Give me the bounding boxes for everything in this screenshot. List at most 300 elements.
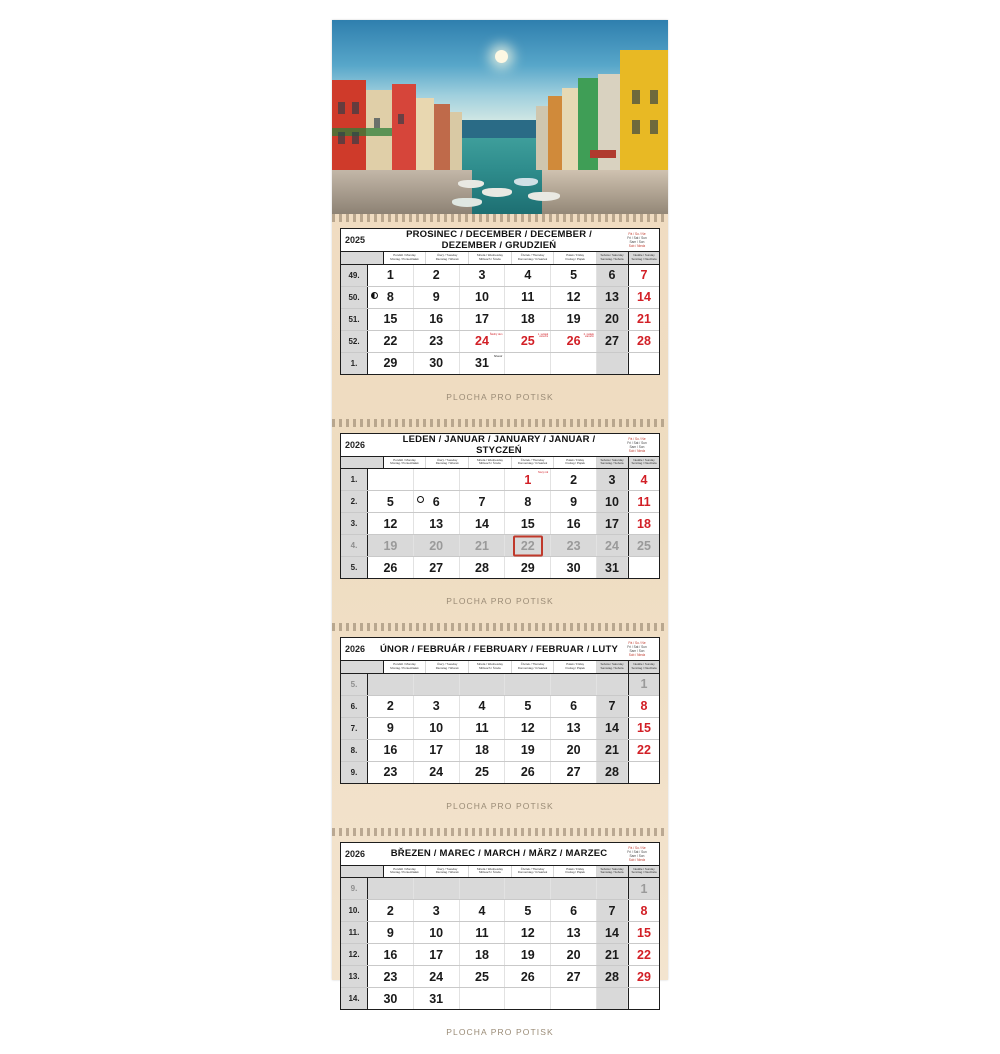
day-number: 20 [605, 312, 619, 327]
day-cell[interactable] [368, 557, 414, 578]
week-number[interactable]: 2. [341, 491, 368, 512]
moon-phase-icon [371, 292, 378, 299]
house [434, 104, 450, 170]
weekday-name-7: Neděle / Sunday Sonntag / Niedziela [628, 661, 659, 673]
day-cell[interactable] [551, 740, 597, 761]
week-number[interactable]: 14. [341, 988, 368, 1009]
day-cell[interactable] [368, 491, 414, 512]
day-cell[interactable] [597, 469, 628, 490]
day-cell[interactable] [414, 287, 460, 308]
day-cell[interactable] [628, 988, 659, 1009]
weekday-name-1: Pondělí / Monday Montag / Poniedziałek [384, 457, 427, 469]
week-number[interactable]: 9. [341, 878, 368, 899]
day-cell[interactable] [414, 900, 460, 921]
day-number: 6 [570, 699, 578, 714]
day-number: 11 [475, 721, 489, 736]
day-cell[interactable] [505, 878, 551, 899]
day-cell[interactable] [597, 966, 628, 987]
day-number: 14 [637, 290, 651, 305]
day-cell[interactable] [505, 535, 551, 556]
day-cell[interactable] [597, 944, 628, 965]
day-cell[interactable] [460, 287, 506, 308]
house [536, 106, 548, 170]
weekday-name-1: Pondělí / Monday Montag / Poniedziałek [384, 661, 427, 673]
day-number: 21 [475, 538, 489, 553]
day-cell[interactable] [597, 287, 628, 308]
day-number: 8 [640, 903, 648, 918]
day-cell[interactable] [414, 469, 460, 490]
day-cell[interactable] [505, 696, 551, 717]
week-number[interactable]: 9. [341, 762, 368, 783]
day-cell[interactable] [628, 878, 659, 899]
holiday-note: Štědrý den [489, 332, 503, 336]
day-cell[interactable] [368, 353, 414, 374]
week-number[interactable]: 4. [341, 535, 368, 556]
day-number: 24 [429, 765, 444, 780]
month-name: LEDEN / JANUAR / JANUARY / JANUAR / STYCZEŃ [402, 433, 596, 456]
day-cell[interactable] [628, 309, 659, 330]
day-number: 11 [475, 925, 489, 940]
day-number: 14 [605, 925, 619, 940]
day-cell[interactable] [460, 966, 506, 987]
print-area-label [332, 375, 668, 419]
day-cell[interactable] [414, 922, 460, 943]
month-padding [332, 631, 668, 784]
day-number: 4 [524, 268, 532, 283]
week-row [341, 966, 659, 988]
day-cell[interactable] [551, 287, 597, 308]
day-cell[interactable] [551, 900, 597, 921]
week-row [341, 674, 659, 696]
day-cell[interactable] [628, 696, 659, 717]
weekday-name-5: Pátek / Friday Freitag / Piątek [554, 457, 597, 469]
month-block [340, 637, 660, 784]
day-cell[interactable] [551, 988, 597, 1009]
day-number: 9 [432, 290, 440, 305]
day-cell[interactable] [414, 557, 460, 578]
week-row [341, 535, 659, 557]
day-cell[interactable] [597, 900, 628, 921]
weekday-name-6: Sobota / Saturday Samstag / Sobota [597, 252, 628, 264]
day-number: 1 [640, 881, 648, 896]
day-cell[interactable] [597, 309, 628, 330]
weekday-name-3: Středa / Wednesday Mittwoch / Środa [469, 866, 512, 878]
day-cell[interactable] [551, 718, 597, 739]
day-cell[interactable] [628, 469, 659, 490]
day-cell[interactable] [368, 988, 414, 1009]
day-cell[interactable] [597, 878, 628, 899]
weekday-name-4: Čtvrtek / Thursday Donnerstag / Czwartek [512, 866, 555, 878]
day-cell[interactable] [628, 900, 659, 921]
day-cell[interactable] [597, 331, 628, 352]
week-row [341, 491, 659, 513]
day-cell[interactable] [628, 740, 659, 761]
weekday-name-4: Čtvrtek / Thursday Donnerstag / Czwartek [512, 661, 555, 673]
day-cell[interactable] [551, 557, 597, 578]
print-area-label [332, 1010, 668, 1054]
day-cell[interactable] [628, 762, 659, 783]
week-number-header [341, 457, 384, 469]
weekday-name-3: Středa / Wednesday Mittwoch / Środa [469, 457, 512, 469]
day-cell[interactable] [368, 878, 414, 899]
day-cell[interactable] [414, 762, 460, 783]
print-area-text: PLOCHA PRO POTISK [446, 800, 554, 811]
day-number: 31 [475, 356, 489, 371]
day-number: 1 [524, 472, 532, 487]
day-cell[interactable] [368, 469, 414, 490]
holiday-note: 1. svátek vánoční [537, 332, 549, 339]
day-number: 30 [383, 991, 398, 1006]
day-cell[interactable] [368, 740, 414, 761]
week-number[interactable]: 52. [341, 331, 368, 352]
day-cell[interactable] [628, 353, 659, 374]
day-number: 13 [566, 721, 581, 736]
day-cell[interactable] [551, 265, 597, 286]
month-block [340, 433, 660, 580]
day-cell[interactable] [505, 944, 551, 965]
day-cell[interactable] [368, 762, 414, 783]
month-padding [332, 427, 668, 580]
day-number: 16 [429, 312, 444, 327]
week-number[interactable]: 50. [341, 287, 368, 308]
day-cell[interactable] [414, 696, 460, 717]
day-number: 3 [478, 268, 486, 283]
day-cell[interactable] [414, 535, 460, 556]
month-block [340, 228, 660, 375]
day-cell[interactable] [460, 309, 506, 330]
day-cell[interactable] [628, 535, 659, 556]
day-cell[interactable] [414, 513, 460, 534]
boat [528, 192, 560, 201]
weekend-legend: Pá / So / Ne Fri / Sat / Sun Sam / Son Sob / Niedz [627, 232, 647, 248]
day-number: 10 [605, 494, 619, 509]
day-cell[interactable] [597, 696, 628, 717]
day-cell[interactable] [628, 944, 659, 965]
day-cell[interactable] [460, 265, 506, 286]
weekday-name-5: Pátek / Friday Freitag / Piątek [554, 661, 597, 673]
week-number[interactable]: 10. [341, 900, 368, 921]
day-cell[interactable] [414, 740, 460, 761]
week-row [341, 718, 659, 740]
day-cell[interactable] [460, 331, 506, 352]
day-cell[interactable] [505, 287, 551, 308]
week-row [341, 922, 659, 944]
day-cell[interactable] [414, 491, 460, 512]
weekend-legend: Pá / So / Ne Fri / Sat / Sun Sam / Son Sob / Niedz [627, 845, 647, 862]
month-title-bar [341, 638, 659, 661]
day-cell[interactable] [551, 762, 597, 783]
day-cell[interactable] [505, 740, 551, 761]
day-cell[interactable] [628, 966, 659, 987]
day-number: 6 [432, 494, 440, 509]
day-number: 20 [566, 947, 581, 962]
perforation-strip [332, 214, 668, 222]
day-cell[interactable] [368, 944, 414, 965]
day-number: 24 [475, 334, 489, 349]
day-cell[interactable] [505, 922, 551, 943]
awning [590, 150, 616, 158]
window [650, 90, 658, 104]
day-cell[interactable] [368, 513, 414, 534]
day-number: 27 [566, 969, 581, 984]
week-number[interactable]: 1. [341, 469, 368, 490]
day-cell[interactable] [460, 878, 506, 899]
day-cell[interactable] [368, 535, 414, 556]
day-cell[interactable] [460, 491, 506, 512]
day-number: 25 [520, 334, 535, 349]
day-cell[interactable] [460, 557, 506, 578]
day-number: 5 [386, 494, 394, 509]
week-row [341, 944, 659, 966]
day-cell[interactable] [505, 309, 551, 330]
day-cell[interactable] [368, 966, 414, 987]
day-cell[interactable] [414, 309, 460, 330]
weekday-name-2: Úterý / Tuesday Dienstag / Wtorek [426, 252, 469, 264]
day-cell[interactable] [505, 265, 551, 286]
day-cell[interactable] [628, 922, 659, 943]
day-number: 15 [383, 312, 398, 327]
print-area-label [332, 784, 668, 828]
day-cell[interactable] [460, 353, 506, 374]
week-number[interactable]: 49. [341, 265, 368, 286]
day-cell[interactable] [460, 718, 506, 739]
month-block [340, 842, 660, 1011]
day-cell[interactable] [628, 287, 659, 308]
day-cell[interactable] [368, 287, 414, 308]
day-cell[interactable] [414, 331, 460, 352]
week-row [341, 287, 659, 309]
day-cell[interactable] [460, 740, 506, 761]
day-cell[interactable] [505, 762, 551, 783]
day-cell[interactable] [628, 265, 659, 286]
day-cell[interactable] [505, 718, 551, 739]
perforation-strip [332, 623, 668, 631]
day-number: 23 [566, 538, 581, 553]
day-number: 26 [520, 969, 535, 984]
day-cell[interactable] [597, 353, 628, 374]
day-cell[interactable] [414, 265, 460, 286]
day-cell[interactable] [368, 900, 414, 921]
week-number[interactable]: 1. [341, 353, 368, 374]
day-cell[interactable] [505, 557, 551, 578]
day-cell[interactable] [460, 535, 506, 556]
day-cell[interactable] [551, 513, 597, 534]
day-cell[interactable] [505, 900, 551, 921]
week-number[interactable]: 51. [341, 309, 368, 330]
day-number: 24 [429, 969, 444, 984]
day-cell[interactable] [505, 966, 551, 987]
day-cell[interactable] [368, 696, 414, 717]
day-cell[interactable] [551, 491, 597, 512]
day-cell[interactable] [628, 674, 659, 695]
day-cell[interactable] [368, 331, 414, 352]
day-number: 24 [605, 538, 619, 553]
day-number: 6 [570, 903, 578, 918]
week-number[interactable]: 13. [341, 966, 368, 987]
week-number[interactable]: 12. [341, 944, 368, 965]
perforation-strip [332, 419, 668, 427]
week-number[interactable]: 5. [341, 557, 368, 578]
day-cell[interactable] [551, 535, 597, 556]
week-number[interactable]: 3. [341, 513, 368, 534]
day-number: 19 [383, 538, 398, 553]
day-cell[interactable] [597, 265, 628, 286]
day-number: 19 [520, 947, 535, 962]
week-number[interactable]: 8. [341, 740, 368, 761]
window [338, 102, 345, 114]
day-number: 14 [605, 721, 619, 736]
day-cell[interactable] [368, 265, 414, 286]
day-number: 5 [570, 268, 578, 283]
day-cell[interactable] [460, 674, 506, 695]
day-cell[interactable] [597, 513, 628, 534]
day-cell[interactable] [551, 674, 597, 695]
day-cell[interactable] [505, 469, 551, 490]
day-cell[interactable] [628, 557, 659, 578]
day-cell[interactable] [597, 922, 628, 943]
day-cell[interactable] [551, 309, 597, 330]
day-cell[interactable] [597, 491, 628, 512]
day-cell[interactable] [551, 878, 597, 899]
day-number: 13 [429, 516, 444, 531]
day-number: 17 [605, 516, 619, 531]
day-cell[interactable] [597, 762, 628, 783]
day-cell[interactable] [597, 718, 628, 739]
weekday-name-3: Středa / Wednesday Mittwoch / Środa [469, 661, 512, 673]
day-cell[interactable] [414, 353, 460, 374]
day-number: 4 [478, 699, 486, 714]
weekday-name-6: Sobota / Saturday Samstag / Sobota [597, 457, 628, 469]
week-row [341, 309, 659, 331]
day-number: 10 [475, 290, 489, 305]
weekday-header-row [341, 457, 659, 470]
month-padding [332, 836, 668, 1011]
week-number[interactable]: 11. [341, 922, 368, 943]
week-row [341, 513, 659, 535]
day-cell[interactable] [597, 535, 628, 556]
moon-phase-icon [417, 496, 424, 503]
day-number: 28 [637, 334, 651, 349]
selected-day-marker [513, 535, 543, 556]
day-cell[interactable] [368, 718, 414, 739]
day-cell[interactable] [368, 922, 414, 943]
day-cell[interactable] [628, 331, 659, 352]
day-number: 6 [608, 268, 616, 283]
month-section [332, 828, 668, 1054]
day-cell[interactable] [597, 674, 628, 695]
month-padding [332, 222, 668, 375]
house [450, 112, 462, 170]
day-cell[interactable] [460, 900, 506, 921]
day-number: 2 [386, 903, 394, 918]
boat [514, 178, 538, 186]
day-number: 7 [478, 494, 486, 509]
day-cell[interactable] [505, 513, 551, 534]
week-row [341, 988, 659, 1009]
day-cell[interactable] [460, 762, 506, 783]
day-number: 20 [566, 743, 581, 758]
day-number: 7 [608, 699, 616, 714]
day-cell[interactable] [460, 944, 506, 965]
weekday-name-5: Pátek / Friday Freitag / Piątek [554, 866, 597, 878]
print-area-text: PLOCHA PRO POTISK [446, 596, 554, 607]
day-number: 8 [524, 494, 532, 509]
day-number: 12 [566, 290, 581, 305]
day-cell[interactable] [460, 696, 506, 717]
day-cell[interactable] [628, 718, 659, 739]
day-number: 22 [520, 538, 535, 553]
week-number-header [341, 661, 384, 673]
day-cell[interactable] [460, 513, 506, 534]
day-number: 2 [386, 699, 394, 714]
day-cell[interactable] [505, 674, 551, 695]
day-cell[interactable] [414, 966, 460, 987]
day-cell[interactable] [368, 674, 414, 695]
month-name: PROSINEC / DECEMBER / DECEMBER / DEZEMBER / GRUDZIEŃ [406, 229, 592, 251]
day-cell[interactable] [414, 878, 460, 899]
day-cell[interactable] [460, 469, 506, 490]
week-row [341, 557, 659, 578]
day-number: 11 [521, 290, 535, 305]
wall-calendar [332, 20, 668, 1038]
day-cell[interactable] [551, 353, 597, 374]
weekend-legend: Pá / So / Ne Fri / Sat / Sun Sam / Son Sob / Niedz [627, 436, 647, 453]
day-cell[interactable] [414, 988, 460, 1009]
month-year: 2026 [345, 644, 366, 655]
day-cell[interactable] [505, 331, 551, 352]
perforation-strip [332, 828, 668, 836]
boat [482, 188, 512, 197]
day-cell[interactable] [628, 491, 659, 512]
day-number: 13 [605, 290, 619, 305]
day-number: 8 [640, 699, 648, 714]
month-year: 2026 [345, 848, 366, 859]
day-cell[interactable] [551, 696, 597, 717]
day-cell[interactable] [628, 513, 659, 534]
day-cell[interactable] [460, 922, 506, 943]
day-number: 28 [605, 969, 619, 984]
day-cell[interactable] [597, 988, 628, 1009]
day-cell[interactable] [505, 353, 551, 374]
week-number[interactable]: 5. [341, 674, 368, 695]
day-cell[interactable] [505, 491, 551, 512]
weekday-name-1: Pondělí / Monday Montag / Poniedziałek [384, 252, 427, 264]
day-number: 8 [386, 290, 394, 305]
day-cell[interactable] [368, 309, 414, 330]
day-cell[interactable] [551, 469, 597, 490]
day-cell[interactable] [551, 922, 597, 943]
day-number: 22 [637, 947, 651, 962]
day-cell[interactable] [597, 740, 628, 761]
day-cell[interactable] [414, 718, 460, 739]
day-cell[interactable] [414, 674, 460, 695]
week-row [341, 331, 659, 353]
day-cell[interactable] [551, 331, 597, 352]
day-number: 3 [432, 903, 440, 918]
week-number[interactable]: 7. [341, 718, 368, 739]
day-cell[interactable] [460, 988, 506, 1009]
day-cell[interactable] [505, 988, 551, 1009]
week-number[interactable]: 6. [341, 696, 368, 717]
day-number: 19 [566, 312, 581, 327]
boat [458, 180, 484, 188]
holiday-note: 2. svátek vánoční [583, 332, 594, 339]
week-row [341, 878, 659, 900]
day-cell[interactable] [414, 944, 460, 965]
day-cell[interactable] [551, 944, 597, 965]
day-cell[interactable] [597, 557, 628, 578]
day-cell[interactable] [551, 966, 597, 987]
